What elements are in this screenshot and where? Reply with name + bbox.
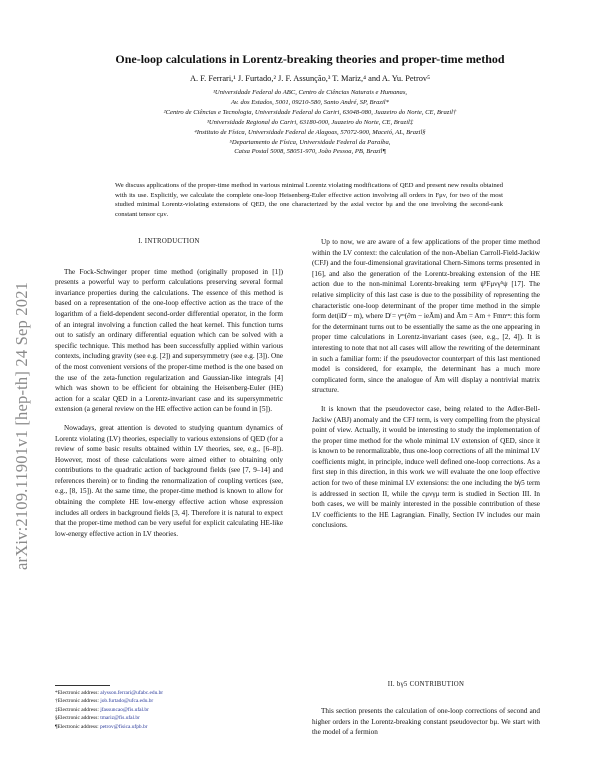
section-heading-introduction: I. INTRODUCTION	[138, 238, 200, 245]
paragraph: It is known that the pseudovector case, being related to the Adler-Bell-Jackiw (ABJ) anomaly and the CFJ term, is very compelling from the physical point of view. Actually, it would be interesting to study the implementation of the proper time method for the whole minimal LV extension of QED, since it is known to be renormalizable, thus one-loop corrections of all the minimal LV coefficients might, in principle, induce well defined one-loop corrections. As a first step in this direction, in this work we will evaluate the one loop effective action for two of these minimal LV extensions: the one including the b̸γ5 term is addressed in section II, while the cμνγμ term is studied in Section III. In both cases, we will be mainly interested in the possible contribution of these LV coefficients to the HE Lagrangian. Finally, Section IV includes our main conclusions.	[312, 404, 540, 530]
author-list: A. F. Ferrari,¹ J. Furtado,² J. F. Assunção,³ T. Mariz,⁴ and A. Yu. Petrov⁵	[189, 74, 431, 83]
footnote	[55, 689, 163, 697]
affiliation-line: Caixa Postal 5008, 58051-970, João Pessoa, PB, Brazil¶	[234, 148, 386, 156]
footnote-label: *Electronic address:	[55, 690, 101, 696]
footnote	[55, 723, 163, 731]
abstract: We discuss applications of the proper-time method in various minimal Lorentz violating modifications of QED and present new results obtained with its use. Explicitly, we calculate the complete one-loop Heisenberg-Euler effective action involving all orders in Fμν, for two of the most studied minimal Lorentz-violating extensions of QED, the one characterized by the axial vector bμ and the one involving the second-rank constant tensor cμν.	[115, 182, 503, 218]
email-link[interactable]: jfassuncao@fis.ufal.br	[100, 706, 149, 713]
paper-title: One-loop calculations in Lorentz-breaking theories and proper-time method	[115, 52, 505, 66]
footnote-label: ¶Electronic address:	[55, 723, 100, 730]
footnote-label: ‡Electronic address:	[55, 706, 101, 713]
affiliation-line: ²Centro de Ciências e Tecnologia, Universidade Federal do Cariri, 63048-080, Juazeiro do Norte, CE, Brazil†	[163, 108, 457, 116]
email-link[interactable]: petrov@fisica.ufpb.br	[99, 723, 148, 730]
right-column	[312, 237, 540, 531]
affiliation-line: ⁵Departamento de Física, Universidade Federal da Paraíba,	[229, 138, 391, 146]
arxiv-stamp	[12, 281, 32, 590]
affiliation-line: ⁴Instituto de Física, Universidade Federal de Alagoas, 57072-900, Maceió, AL, Brazil§	[194, 128, 426, 136]
paragraph: The Fock-Schwinger proper time method (originally proposed in [1]) presents a powerful way to perform calculations preserving several formal invariance properties during the calculations. The essence of this method is based on a representation of the one-loop effective action as the trace of the logarithm of a field-dependent second-order differential operator, in the form of an integral involving a function called the heat kernel. This function turns out to satisfy an ordinary differential equation which can be solved with a specific technique. This method has been successfully applied within various contexts, including gravity (see e.g. [2]) and supersymmetry (see e.g. [3]). One of the most convenient versions of the proper-time method is the one based on the use of the zeta-function regularization and Gaussian-like integrals [4] which was shown to be efficient for obtaining the Heisenberg-Euler (HE) action for a scalar QED in a Lorentz-invariant case and its supersymmetric extension (a general review on the HE effective action can be found in [5]).	[55, 267, 283, 414]
affiliation-line: ³Universidade Regional do Cariri, 63180-000, Juazeiro do Norte, CE, Brazil‡	[206, 118, 414, 126]
email-link[interactable]: job.furtado@ufca.edu.br	[100, 698, 154, 705]
paragraph: Up to now, we are aware of a few applications of the proper time method within the LV context: the calculation of the non-Abelian Carroll-Field-Jackiw (CFJ) and the four-dimensional gravitational Chern-Simons terms presented in [16], and also the generation of the Lorentz-breaking extension of the HE action due to the non-minimal Lorentz-breaking term ψ̄ʳFμνγ⁵ψ [17]. The relative simplicity of this last case is due to the possibility of representing the characteristic one-loop determinant of the proper time method in the simple form det(iD̸ − m), where D̸ = γᵐ(∂m − ieÃm) and Ãm = Am + Fmnʳⁿ: this form for the determinant turns out to be essentially the same as the one appearing in proper time calculations in Lorentz-invariant cases (see, e.g., [2, 4]). It is interesting to note that not all cases will allow the rewriting of the determinant in such a familiar form: if the pseudovector counterpart of this last mentioned model is considered, for example, the determinant has a much more complicated form, since the analogue of Ãm will display a nontrivial matrix structure.	[312, 238, 540, 395]
email-link[interactable]: tmariz@fis.ufal.br	[100, 715, 140, 722]
paragraph: This section presents the calculation of one-loop corrections of second and higher orders in the Lorentz-breaking constant pseudovector bμ. We start with the model of a fermion	[312, 707, 540, 737]
affiliations	[80, 88, 540, 157]
footnote-label: §Electronic address:	[55, 715, 101, 722]
footnote	[55, 697, 163, 705]
section-heading-b-gamma5: II. bγ5 CONTRIBUTION	[387, 681, 465, 688]
affiliation-line: ¹Universidade Federal do ABC, Centro de Ciências Naturais e Humanas,	[212, 89, 408, 96]
arxiv-id: arXiv:2109.11901v1 [hep-th] 24 Sep 2021	[12, 281, 31, 570]
footnotes	[55, 689, 163, 731]
footnote	[55, 706, 163, 714]
email-link[interactable]: alysson.ferrari@ufabc.edu.br	[100, 690, 164, 696]
footnote-rule	[55, 685, 110, 686]
left-column	[55, 237, 283, 539]
paragraph: Nowadays, great attention is devoted to studying quantum dynamics of Lorentz violating (LV) theories, especially to various extensions of QED (for a review of some basic results obtained within LV theories, see, e.g., [6–8]). However, most of these calculations were aimed either to obtaining only contributions to the quadratic action of background fields (see [7, 9–14] and references therein) or to finding the renormalization of coupling vertices (see, e.g., [8, 15]). At the same time, the proper-time method is known to allow for obtaining the complete HE low-energy effective action whose expression includes all orders in background fields [3, 4]. Therefore it is natural to expect that the proper-time method can be very useful for explicit calculating HE-like low-energy effective action in LV theories.	[55, 423, 283, 538]
footnote-label: †Electronic address:	[55, 698, 101, 705]
footnote	[55, 714, 163, 722]
affiliation-line: Av. dos Estados, 5001, 09210-580, Santo André, SP, Brazil*	[231, 98, 389, 106]
